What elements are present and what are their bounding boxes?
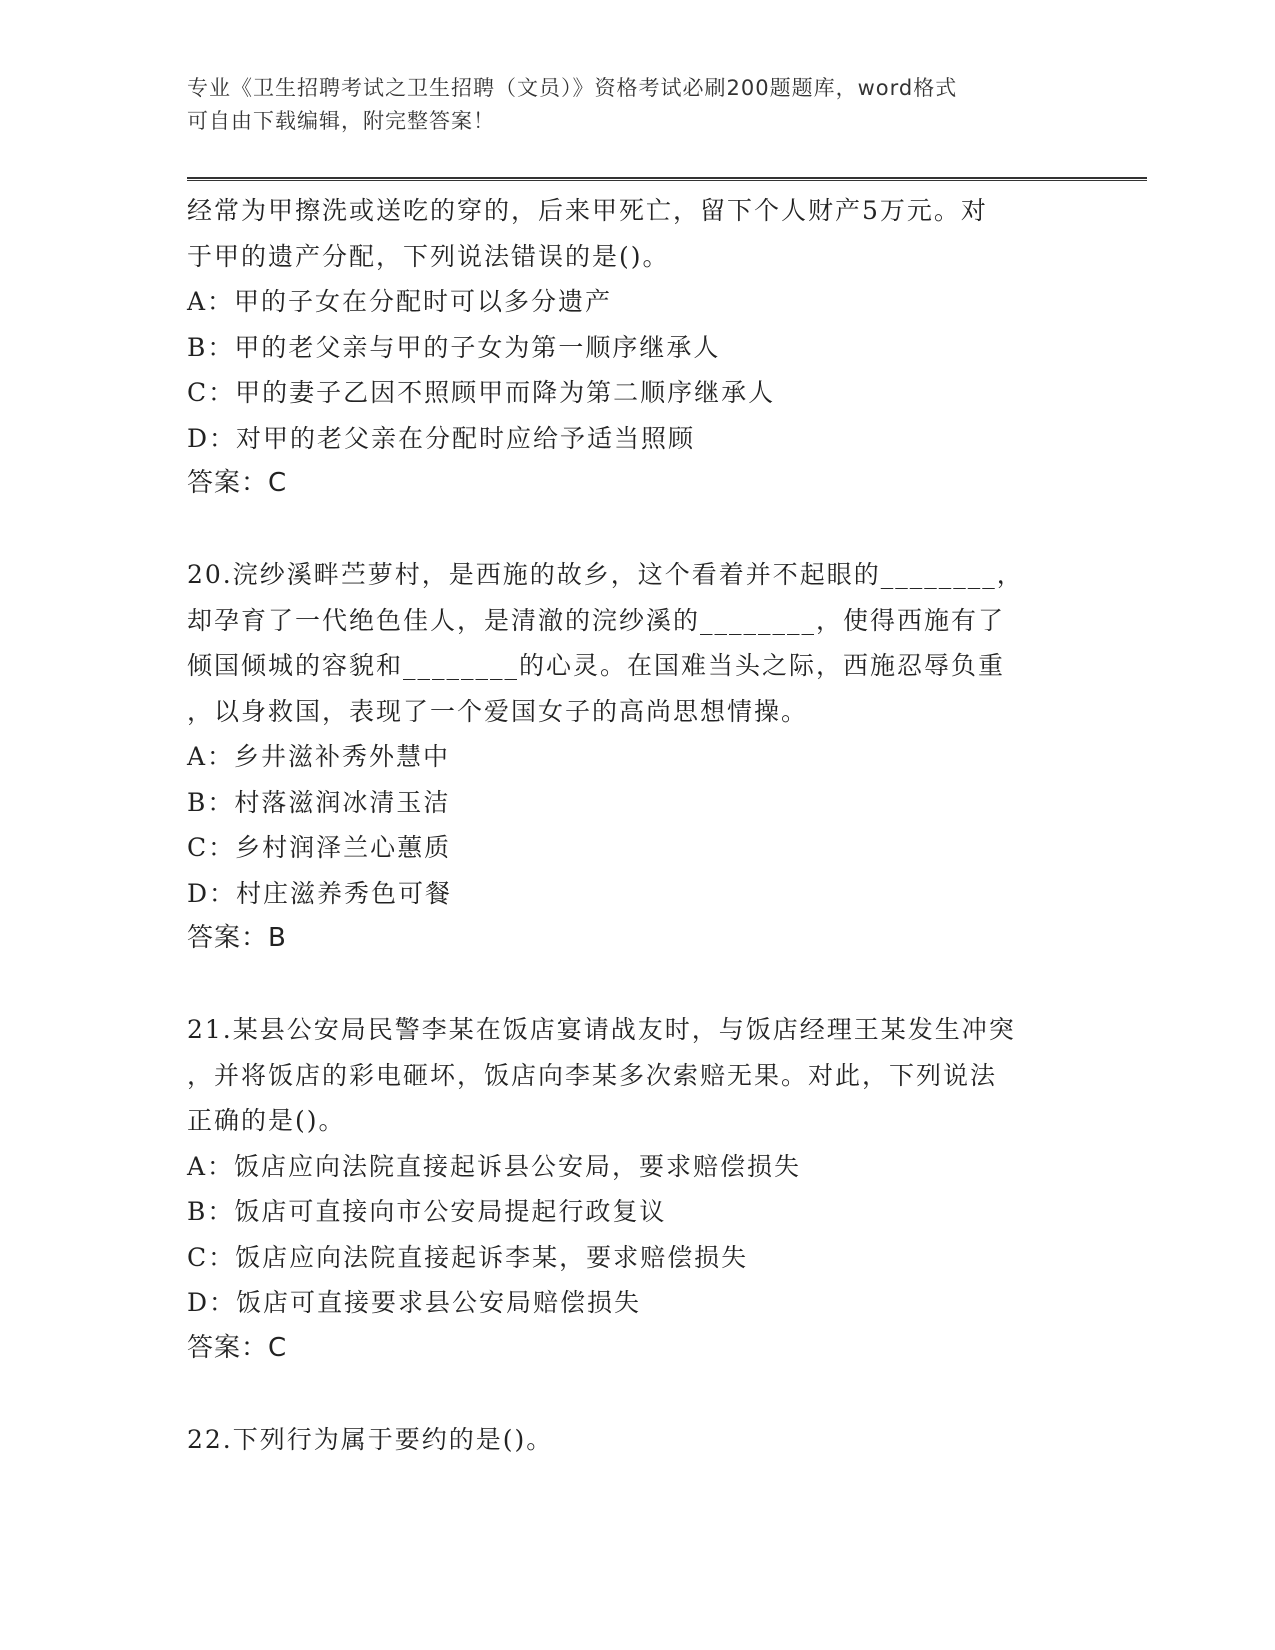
question-list <box>187 188 1087 1462</box>
question-text-line: 20.浣纱溪畔苎萝村，是西施的故乡，这个看着并不起眼的________， <box>187 560 1024 589</box>
question-text-line: 却孕育了一代绝色佳人，是清澈的浣纱溪的________，使得西施有了 <box>187 605 1006 635</box>
header-divider <box>187 177 1147 181</box>
option-b: B：甲的老父亲与甲的子女为第一顺序继承人 <box>187 332 721 362</box>
spacer <box>187 507 1087 553</box>
question-text-line: 经常为甲擦洗或送吃的穿的，后来甲死亡，留下个人财产5万元。对 <box>187 196 988 225</box>
document-header <box>187 72 1087 138</box>
option-c: C：饭店应向法院直接起诉李某，要求赔偿损失 <box>187 1242 749 1272</box>
header-line-1: 专业《卫生招聘考试之卫生招聘（文员）》资格考试必刷200题题库，word格式 <box>187 76 958 100</box>
option-d: D：对甲的老父亲在分配时应给予适当照顾 <box>187 423 696 453</box>
answer-label: 答案：B <box>187 923 287 953</box>
question-block-21 <box>187 1007 1087 1371</box>
question-block <box>187 188 1087 507</box>
header-line-2: 可自由下载编辑，附完整答案！ <box>187 109 495 133</box>
option-c: C：甲的妻子乙因不照顾甲而降为第二顺序继承人 <box>187 378 776 407</box>
option-a: A：甲的子女在分配时可以多分遗产 <box>187 287 613 316</box>
answer-label: 答案：C <box>187 468 288 498</box>
spacer <box>187 962 1087 1008</box>
option-a: A：乡井滋补秀外慧中 <box>187 742 451 771</box>
spacer <box>187 1371 1087 1417</box>
question-block-22 <box>187 1417 1087 1463</box>
option-a: A：饭店应向法院直接起诉县公安局，要求赔偿损失 <box>187 1151 802 1181</box>
option-d: D：饭店可直接要求县公安局赔偿损失 <box>187 1288 642 1317</box>
question-text-line: 21.某县公安局民警李某在饭店宴请战友时，与饭店经理王某发生冲突 <box>187 1015 1016 1044</box>
question-text-line: ，以身救国，表现了一个爱国女子的高尚思想情操。 <box>187 696 809 726</box>
question-text-line: 22.下列行为属于要约的是()。 <box>187 1424 554 1454</box>
question-block-20 <box>187 552 1087 962</box>
question-text-line: 正确的是()。 <box>187 1106 346 1135</box>
answer-label: 答案：C <box>187 1332 288 1363</box>
question-text-line: 倾国倾城的容貌和________的心灵。在国难当头之际，西施忍辱负重 <box>187 651 1006 680</box>
option-b: B：村落滋润冰清玉洁 <box>187 787 451 817</box>
question-text-line: ，并将饭店的彩电砸坏，饭店向李某多次索赔无果。对此，下列说法 <box>187 1060 998 1090</box>
option-d: D：村庄滋养秀色可餐 <box>187 878 453 908</box>
option-b: B：饭店可直接向市公安局提起行政复议 <box>187 1197 667 1226</box>
option-c: C：乡村润泽兰心蕙质 <box>187 833 452 862</box>
question-text-line: 于甲的遗产分配，下列说法错误的是()。 <box>187 241 670 271</box>
